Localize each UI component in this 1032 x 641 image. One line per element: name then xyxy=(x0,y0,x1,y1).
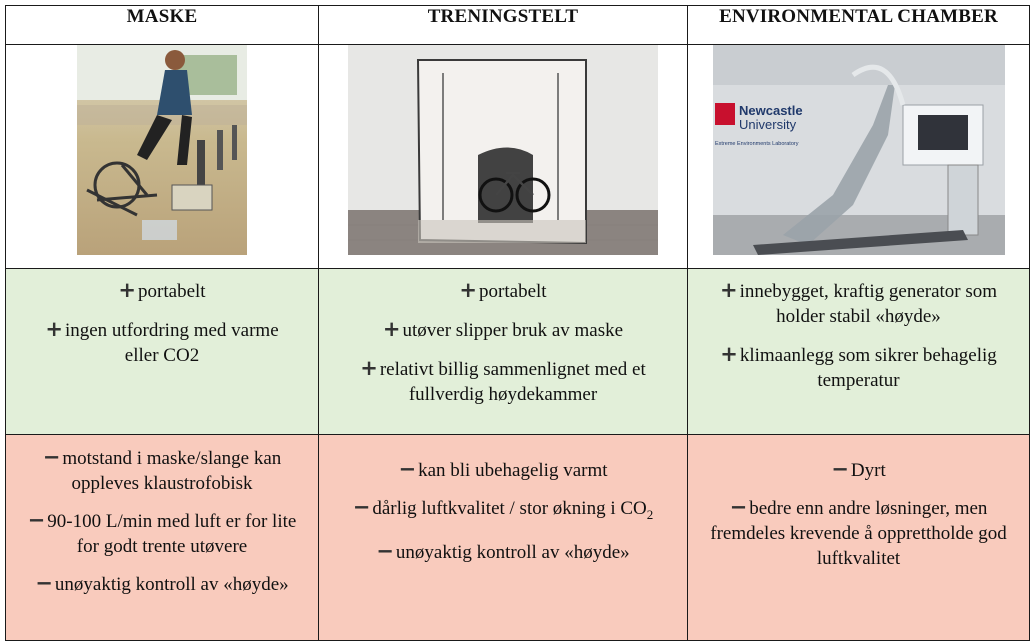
cons-row xyxy=(6,435,1030,641)
mask-photo xyxy=(77,45,247,255)
minus-icon: − xyxy=(831,457,849,481)
minus-icon: − xyxy=(27,508,46,532)
logo-name2: University xyxy=(738,117,796,132)
pro-item: + innebygget, kraftig generator som holder stabil «høyde» xyxy=(719,278,998,327)
cons-maske xyxy=(6,435,319,641)
cons-environmental-chamber xyxy=(688,435,1030,641)
header-environmental-chamber: ENVIRONMENTAL CHAMBER xyxy=(688,6,1030,45)
plus-icon: + xyxy=(118,278,137,302)
comparison-table xyxy=(5,5,1030,641)
pro-item: + relativt billig sammenlignet med et fullverdig høydekammer xyxy=(360,356,646,405)
plus-icon: + xyxy=(720,342,738,366)
image-row xyxy=(6,45,1030,269)
logo-sub: Extreme Environments Laboratory xyxy=(714,141,798,147)
image-cell-environmental-chamber xyxy=(688,45,1030,269)
newcastle-crest-icon xyxy=(715,103,735,125)
plus-icon: + xyxy=(719,278,738,302)
pros-maske xyxy=(6,269,319,435)
minus-icon: − xyxy=(35,571,53,595)
pro-item: + portabelt xyxy=(459,278,547,302)
con-item: − bedre enn andre løsninger, men fremdeles krevende å opprettholde god luftkvalitet xyxy=(710,495,1007,569)
pros-environmental-chamber xyxy=(688,269,1030,435)
con-item: − unøyaktig kontroll av «høyde» xyxy=(35,571,289,595)
pros-treningstelt xyxy=(319,269,688,435)
plus-icon: + xyxy=(382,317,401,341)
chamber-photo xyxy=(713,45,1005,255)
con-item: − Dyrt xyxy=(831,457,886,481)
header-treningstelt: TRENINGSTELT xyxy=(319,6,688,45)
con-item: − unøyaktig kontroll av «høyde» xyxy=(376,538,630,563)
minus-icon: − xyxy=(42,445,61,469)
plus-icon: + xyxy=(459,278,478,302)
con-item: − kan bli ubehagelig varmt xyxy=(398,457,608,481)
pros-row xyxy=(6,269,1030,435)
plus-icon: + xyxy=(360,356,378,380)
con-item: − dårlig luftkvalitet / stor økning i $CO_2$ xyxy=(352,495,654,522)
tent-photo xyxy=(348,45,658,255)
minus-icon: − xyxy=(352,495,371,519)
header-row xyxy=(6,6,1030,45)
pro-item: + utøver slipper bruk av maske xyxy=(382,317,624,341)
image-cell-treningstelt xyxy=(319,45,688,269)
header-maske: MASKE xyxy=(6,6,319,45)
minus-icon: − xyxy=(376,538,394,563)
cons-treningstelt xyxy=(319,435,688,641)
image-cell-maske xyxy=(6,45,319,269)
con-item: − motstand i maske/slange kan oppleves klaustrofobisk xyxy=(42,445,282,494)
plus-icon: + xyxy=(45,317,63,341)
logo-name: Newcastle xyxy=(738,103,803,118)
minus-icon: − xyxy=(398,457,417,481)
pro-item: + klimaanlegg som sikrer behagelig temperatur xyxy=(720,342,997,391)
pro-item: + portabelt xyxy=(118,278,206,302)
pro-item: + ingen utfordring med varme eller CO2 xyxy=(45,317,279,366)
minus-icon: − xyxy=(729,495,748,519)
con-item: − 90-100 L/min med luft er for lite for godt trente utøvere xyxy=(27,508,297,557)
